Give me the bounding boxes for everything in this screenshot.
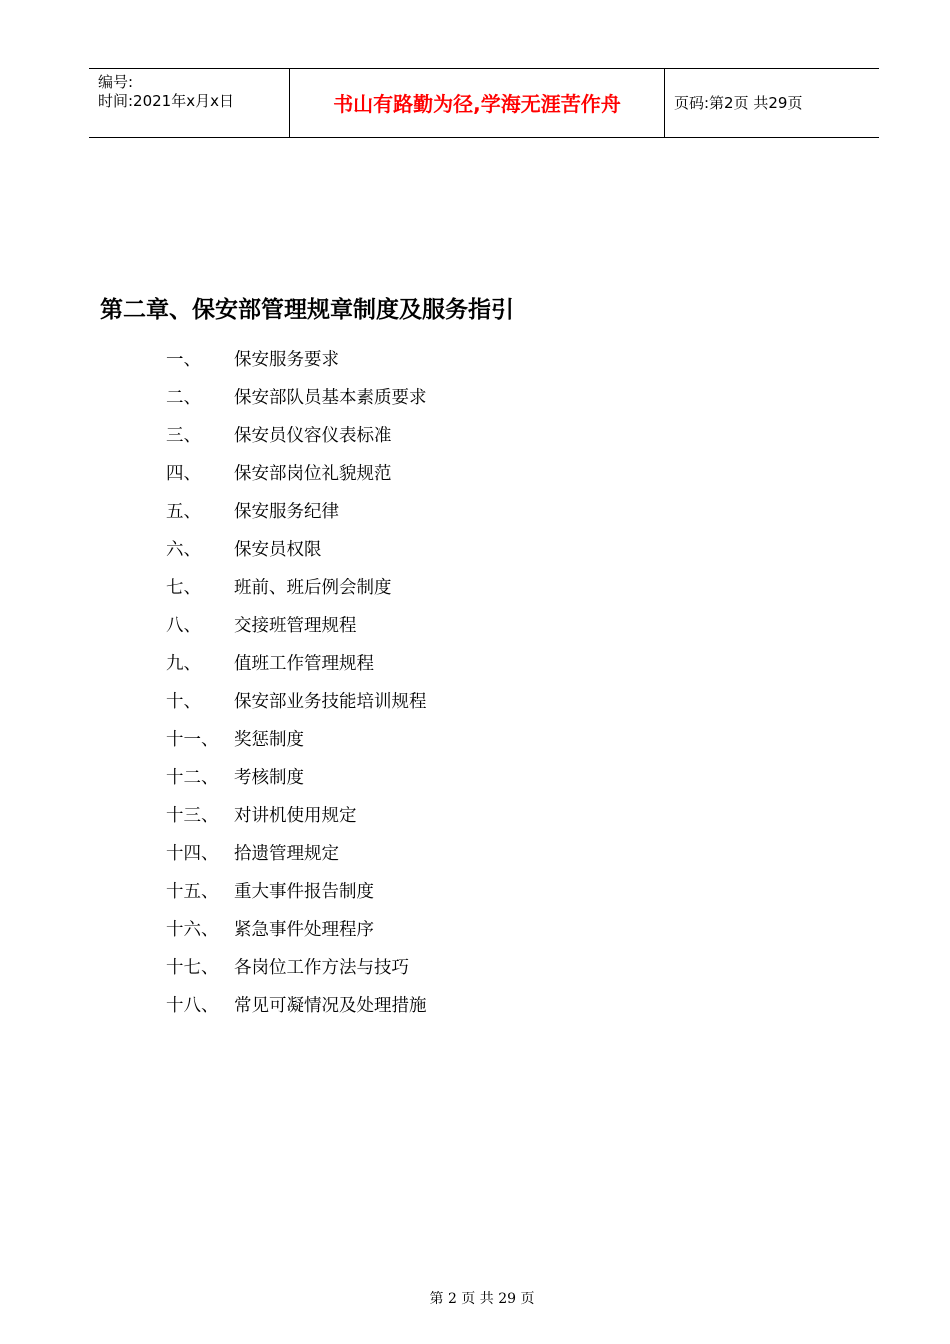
table-of-contents: [166, 346, 766, 1030]
toc-item-label: 保安员权限: [234, 540, 322, 560]
toc-item-label: 保安部业务技能培训规程: [234, 692, 427, 712]
toc-item: [166, 650, 766, 688]
toc-item-number: 五、: [166, 502, 201, 522]
toc-item-label: 紧急事件处理程序: [234, 920, 374, 940]
header-motto: 书山有路勤为径,学海无涯苦作舟: [333, 92, 621, 116]
time-label: 时间:2021年x月x日: [98, 92, 234, 110]
toc-item-number: 七、: [166, 578, 201, 598]
toc-item: [166, 422, 766, 460]
toc-item: [166, 536, 766, 574]
toc-item: [166, 612, 766, 650]
toc-item-label: 值班工作管理规程: [234, 654, 374, 674]
toc-item-number: 十一、: [166, 730, 219, 750]
toc-item-label: 考核制度: [234, 768, 304, 788]
toc-item: [166, 498, 766, 536]
toc-item: [166, 916, 766, 954]
toc-item-number: 六、: [166, 540, 201, 560]
toc-item: [166, 840, 766, 878]
toc-item: [166, 384, 766, 422]
toc-item-label: 重大事件报告制度: [234, 882, 374, 902]
header-page-cell: [665, 69, 879, 137]
toc-item-number: 十二、: [166, 768, 219, 788]
toc-item-number: 二、: [166, 388, 201, 408]
toc-item: [166, 688, 766, 726]
toc-item: [166, 726, 766, 764]
toc-item-label: 交接班管理规程: [234, 616, 357, 636]
toc-item-label: 保安服务纪律: [234, 502, 339, 522]
toc-item-number: 十四、: [166, 844, 219, 864]
toc-item-label: 奖惩制度: [234, 730, 304, 750]
toc-item-label: 保安员仪容仪表标准: [234, 426, 392, 446]
toc-item: [166, 954, 766, 992]
toc-item: [166, 992, 766, 1030]
toc-item-label: 各岗位工作方法与技巧: [234, 958, 409, 978]
toc-item-number: 十六、: [166, 920, 219, 940]
toc-item: [166, 346, 766, 384]
toc-item: [166, 764, 766, 802]
page-header: [89, 68, 879, 138]
toc-item: [166, 802, 766, 840]
toc-item-number: 十七、: [166, 958, 219, 978]
toc-item: [166, 574, 766, 612]
toc-item-number: 十、: [166, 692, 201, 712]
page-footer: 第 2 页 共 29 页: [429, 1291, 535, 1307]
toc-item-number: 一、: [166, 350, 201, 370]
toc-item: [166, 878, 766, 916]
toc-item: [166, 460, 766, 498]
toc-item-number: 十八、: [166, 996, 219, 1016]
toc-item-label: 对讲机使用规定: [234, 806, 357, 826]
header-motto-cell: [289, 69, 665, 137]
toc-item-label: 常见可凝情况及处理措施: [234, 996, 427, 1016]
toc-item-label: 保安部岗位礼貌规范: [234, 464, 392, 484]
chapter-title: 第二章、保安部管理规章制度及服务指引: [100, 296, 514, 323]
header-info-cell: [89, 69, 289, 137]
toc-item-label: 保安部队员基本素质要求: [234, 388, 427, 408]
toc-item-number: 八、: [166, 616, 201, 636]
toc-item-label: 拾遗管理规定: [234, 844, 339, 864]
toc-item-number: 十五、: [166, 882, 219, 902]
serial-label: 编号:: [98, 73, 134, 91]
toc-item-label: 保安服务要求: [234, 350, 339, 370]
toc-item-number: 四、: [166, 464, 201, 484]
toc-item-number: 三、: [166, 426, 201, 446]
toc-item-number: 九、: [166, 654, 201, 674]
header-page-number: 页码:第2页 共29页: [674, 94, 803, 112]
toc-item-label: 班前、班后例会制度: [234, 578, 392, 598]
toc-item-number: 十三、: [166, 806, 219, 826]
